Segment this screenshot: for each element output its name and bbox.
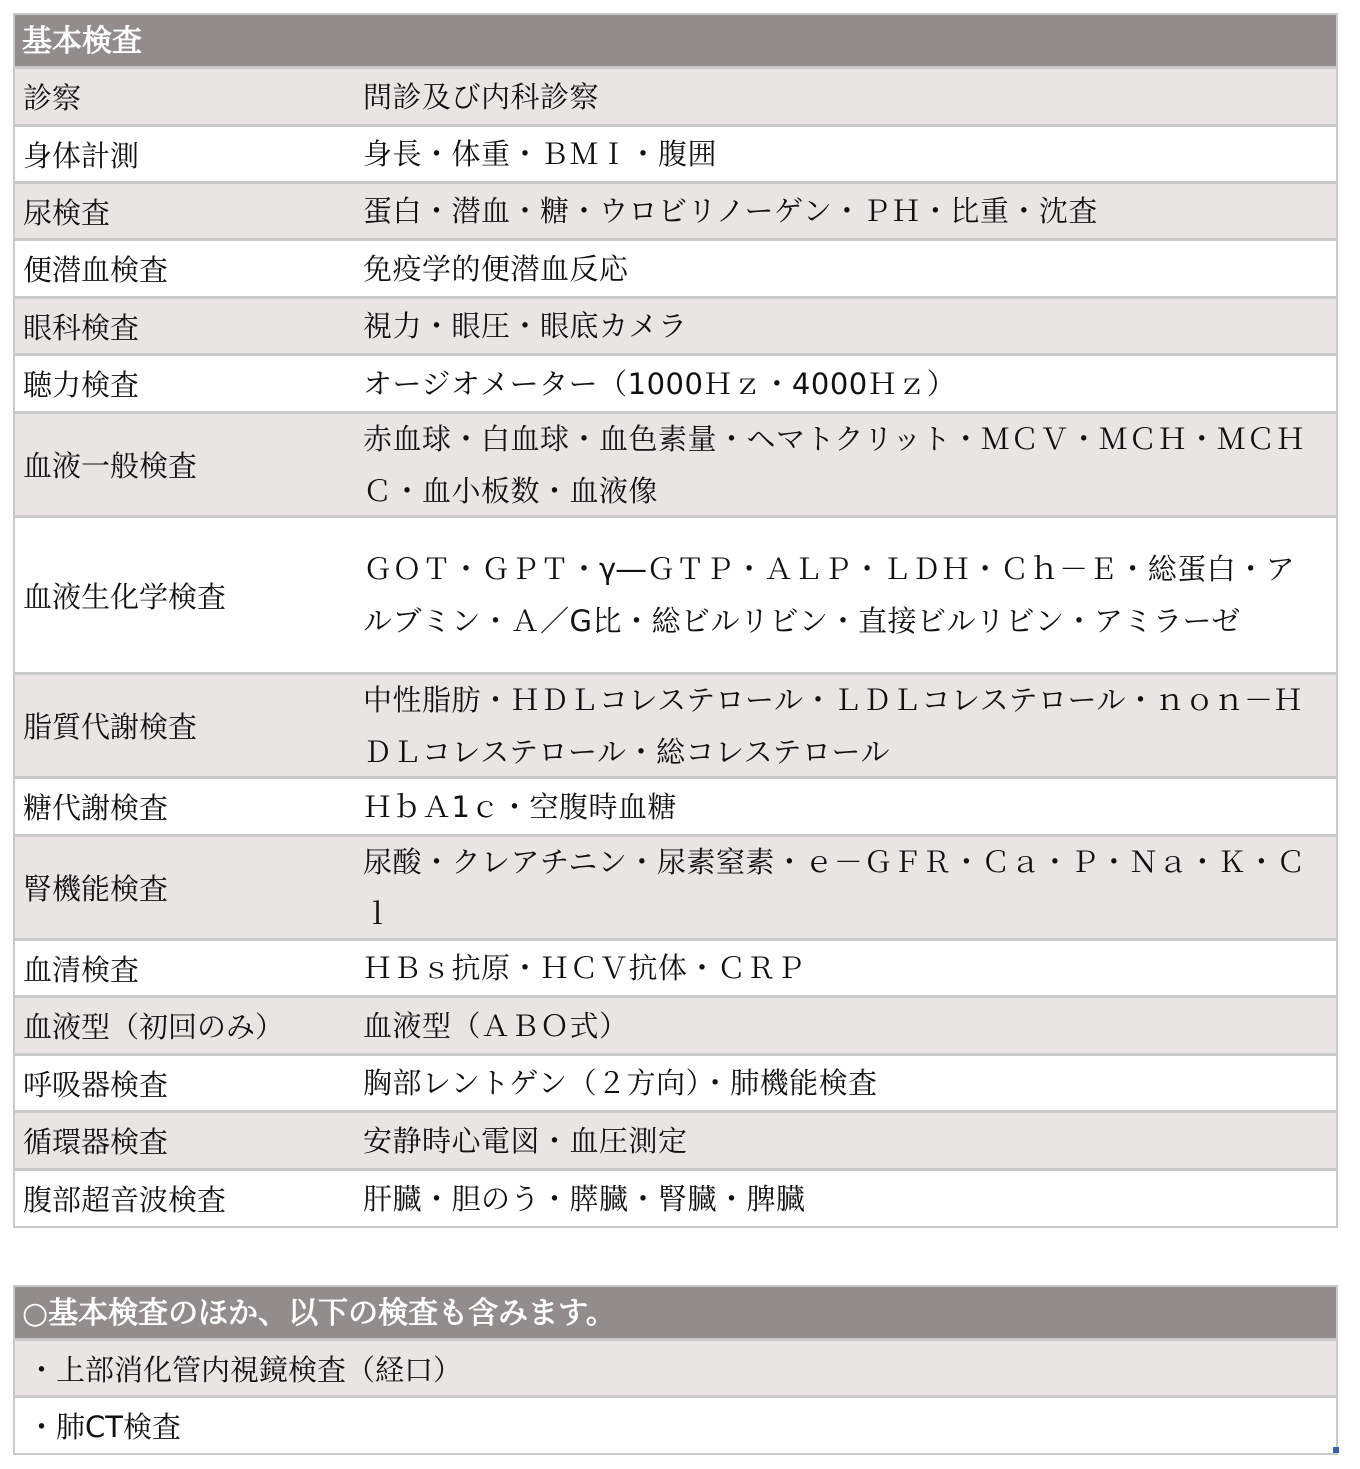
exam-name: 尿検査 — [23, 195, 111, 230]
table-row — [15, 299, 1336, 356]
exam-name: 脂質代謝検査 — [23, 710, 198, 744]
exam-name: 血液型（初回のみ） — [23, 1010, 285, 1044]
table-row — [15, 998, 1336, 1056]
table-row — [15, 779, 1336, 837]
exam-name: 糖代謝検査 — [23, 791, 169, 825]
table-row — [15, 414, 1336, 518]
exam-name: 便潜血検査 — [23, 253, 169, 287]
basic-exam-table — [13, 13, 1338, 1228]
table-row — [15, 518, 1336, 675]
table-row — [15, 837, 1336, 941]
exam-items: 尿酸・クレアチニン・尿素窒素・ｅ－ＧＦＲ・Ｃａ・Ｐ・Ｎａ・Ｋ・Ｃｌ — [363, 844, 1306, 931]
table-row — [15, 69, 1336, 127]
exam-items: 肝臓・胆のう・膵臓・腎臓・脾臓 — [363, 1181, 806, 1216]
exam-name: 診察 — [23, 81, 82, 115]
table-row — [15, 675, 1336, 779]
table-row — [15, 941, 1336, 998]
list-item: ・上部消化管内視鏡検査（経口） — [15, 1341, 1336, 1398]
corner-marker — [1333, 1447, 1339, 1453]
table-row — [15, 1171, 1336, 1226]
exam-items: 蛋白・潜血・糖・ウロビリノーゲン・ＰＨ・比重・沈査 — [363, 194, 1098, 228]
exam-name: 循環器検査 — [23, 1125, 169, 1159]
table-row — [15, 1056, 1336, 1113]
basic-exam-header: 基本検査 — [15, 15, 1336, 69]
table-row — [15, 241, 1336, 299]
table-row — [15, 127, 1336, 184]
exam-items: ＨＢｓ抗原・ＨＣＶ抗体・ＣＲＰ — [363, 951, 806, 985]
exam-items: ＧＯＴ・ＧＰＴ・γ―ＧＴＰ・ＡＬＰ・ＬＤＨ・Ｃｈ－Ｅ・総蛋白・アルブミン・Ａ／G比・総ビルリビン・直接ビルリビン・アミラーゼ — [363, 552, 1296, 638]
table-row — [15, 1113, 1336, 1171]
exam-items: 胸部レントゲン（２方向）・肺機能検査 — [363, 1066, 878, 1100]
exam-name: 血液生化学検査 — [23, 579, 227, 614]
exam-name: 呼吸器検査 — [23, 1067, 169, 1102]
exam-name: 聴力検査 — [23, 368, 140, 402]
exam-items: 身長・体重・ＢＭＩ・腹囲 — [363, 137, 718, 171]
exam-items: オージオメーター（1000Ｈｚ・4000Ｈｚ） — [363, 366, 957, 401]
exam-name: 腎機能検査 — [23, 872, 169, 906]
exam-items: ＨｂＡ1ｃ・空腹時血糖 — [363, 789, 677, 824]
exam-items: 免疫学的便潜血反応 — [363, 251, 629, 286]
additional-exam-table — [13, 1285, 1338, 1455]
exam-items: 中性脂肪・ＨＤＬコレステロール・ＬＤＬコレステロール・ｎｏｎ－ＨＤＬコレステロール・総コレステロール — [363, 682, 1303, 769]
exam-name: 腹部超音波検査 — [23, 1183, 227, 1217]
exam-name: 身体計測 — [23, 138, 140, 173]
table-row — [15, 184, 1336, 241]
exam-name: 血液一般検査 — [23, 449, 198, 483]
exam-items: 血液型（ＡＢＯ式） — [363, 1008, 629, 1043]
table-row — [15, 356, 1336, 414]
list-item: ・肺CT検査 — [15, 1398, 1336, 1453]
exam-items: 視力・眼圧・眼底カメラ — [363, 309, 688, 343]
exam-items: 赤血球・白血球・血色素量・ヘマトクリット・ＭＣＶ・ＭＣＨ・ＭＣＨＣ・血小板数・血液像 — [363, 421, 1306, 508]
exam-items: 安静時心電図・血圧測定 — [363, 1123, 688, 1158]
additional-exam-header: ○基本検査のほか、以下の検査も含みます。 — [15, 1287, 1336, 1341]
exam-items: 問診及び内科診察 — [363, 79, 600, 114]
exam-name: 血清検査 — [23, 952, 140, 987]
exam-name: 眼科検査 — [23, 310, 140, 345]
